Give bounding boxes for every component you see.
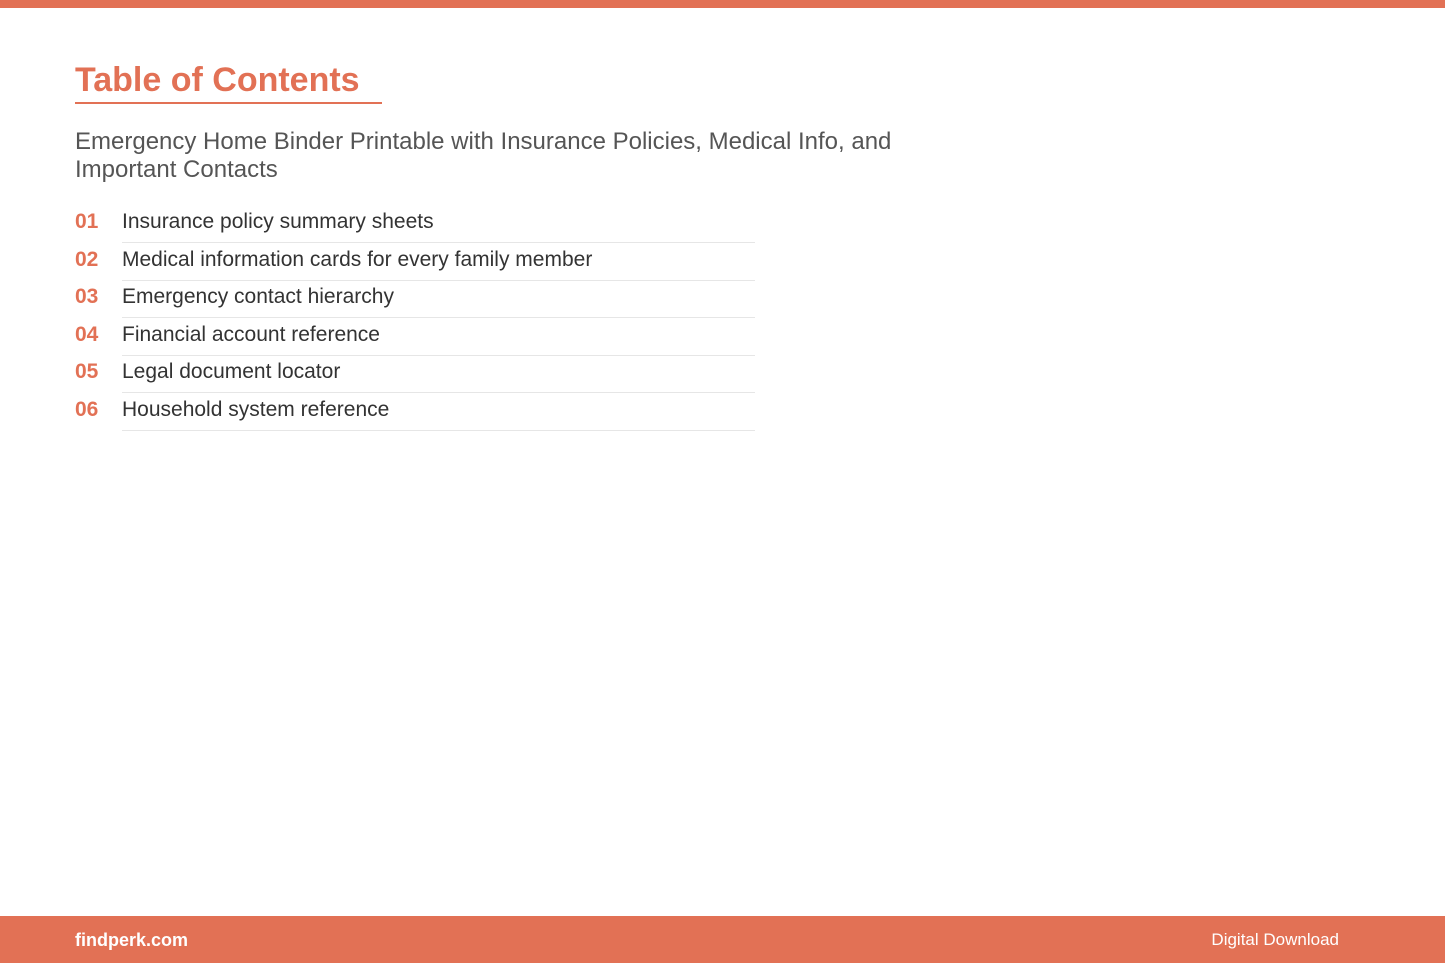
- toc-item[interactable]: [75, 281, 755, 319]
- toc-item-label: Insurance policy summary sheets: [122, 206, 755, 243]
- toc-item[interactable]: [75, 319, 755, 357]
- toc-item-label: Financial account reference: [122, 319, 755, 356]
- top-accent-bar: [0, 0, 1445, 8]
- toc-item-number: 06: [75, 397, 99, 421]
- toc-item-label: Medical information cards for every family member: [122, 244, 755, 281]
- toc-item-label: Legal document locator: [122, 356, 755, 393]
- toc-item-number: 03: [75, 285, 99, 309]
- footer-bar: [0, 916, 1445, 963]
- footer-tagline: Digital Download: [1211, 930, 1339, 949]
- toc-item-number: 01: [75, 210, 99, 233]
- toc-item[interactable]: [75, 206, 755, 244]
- toc-item-number: 02: [75, 247, 99, 271]
- toc-item-label: Household system reference: [122, 394, 755, 431]
- page-title: Table of Contents: [75, 58, 382, 104]
- toc-list: [75, 206, 755, 432]
- toc-item[interactable]: [75, 244, 755, 282]
- toc-item[interactable]: [75, 394, 755, 432]
- toc-item[interactable]: [75, 356, 755, 394]
- toc-item-label: Emergency contact hierarchy: [122, 281, 755, 318]
- toc-item-number: 05: [75, 360, 99, 384]
- page-subtitle: Emergency Home Binder Printable with Insurance Policies, Medical Info, and Important Contacts: [75, 128, 892, 183]
- page-content: [75, 58, 955, 432]
- footer-site-link[interactable]: findperk.com: [75, 930, 189, 950]
- toc-item-number: 04: [75, 322, 99, 346]
